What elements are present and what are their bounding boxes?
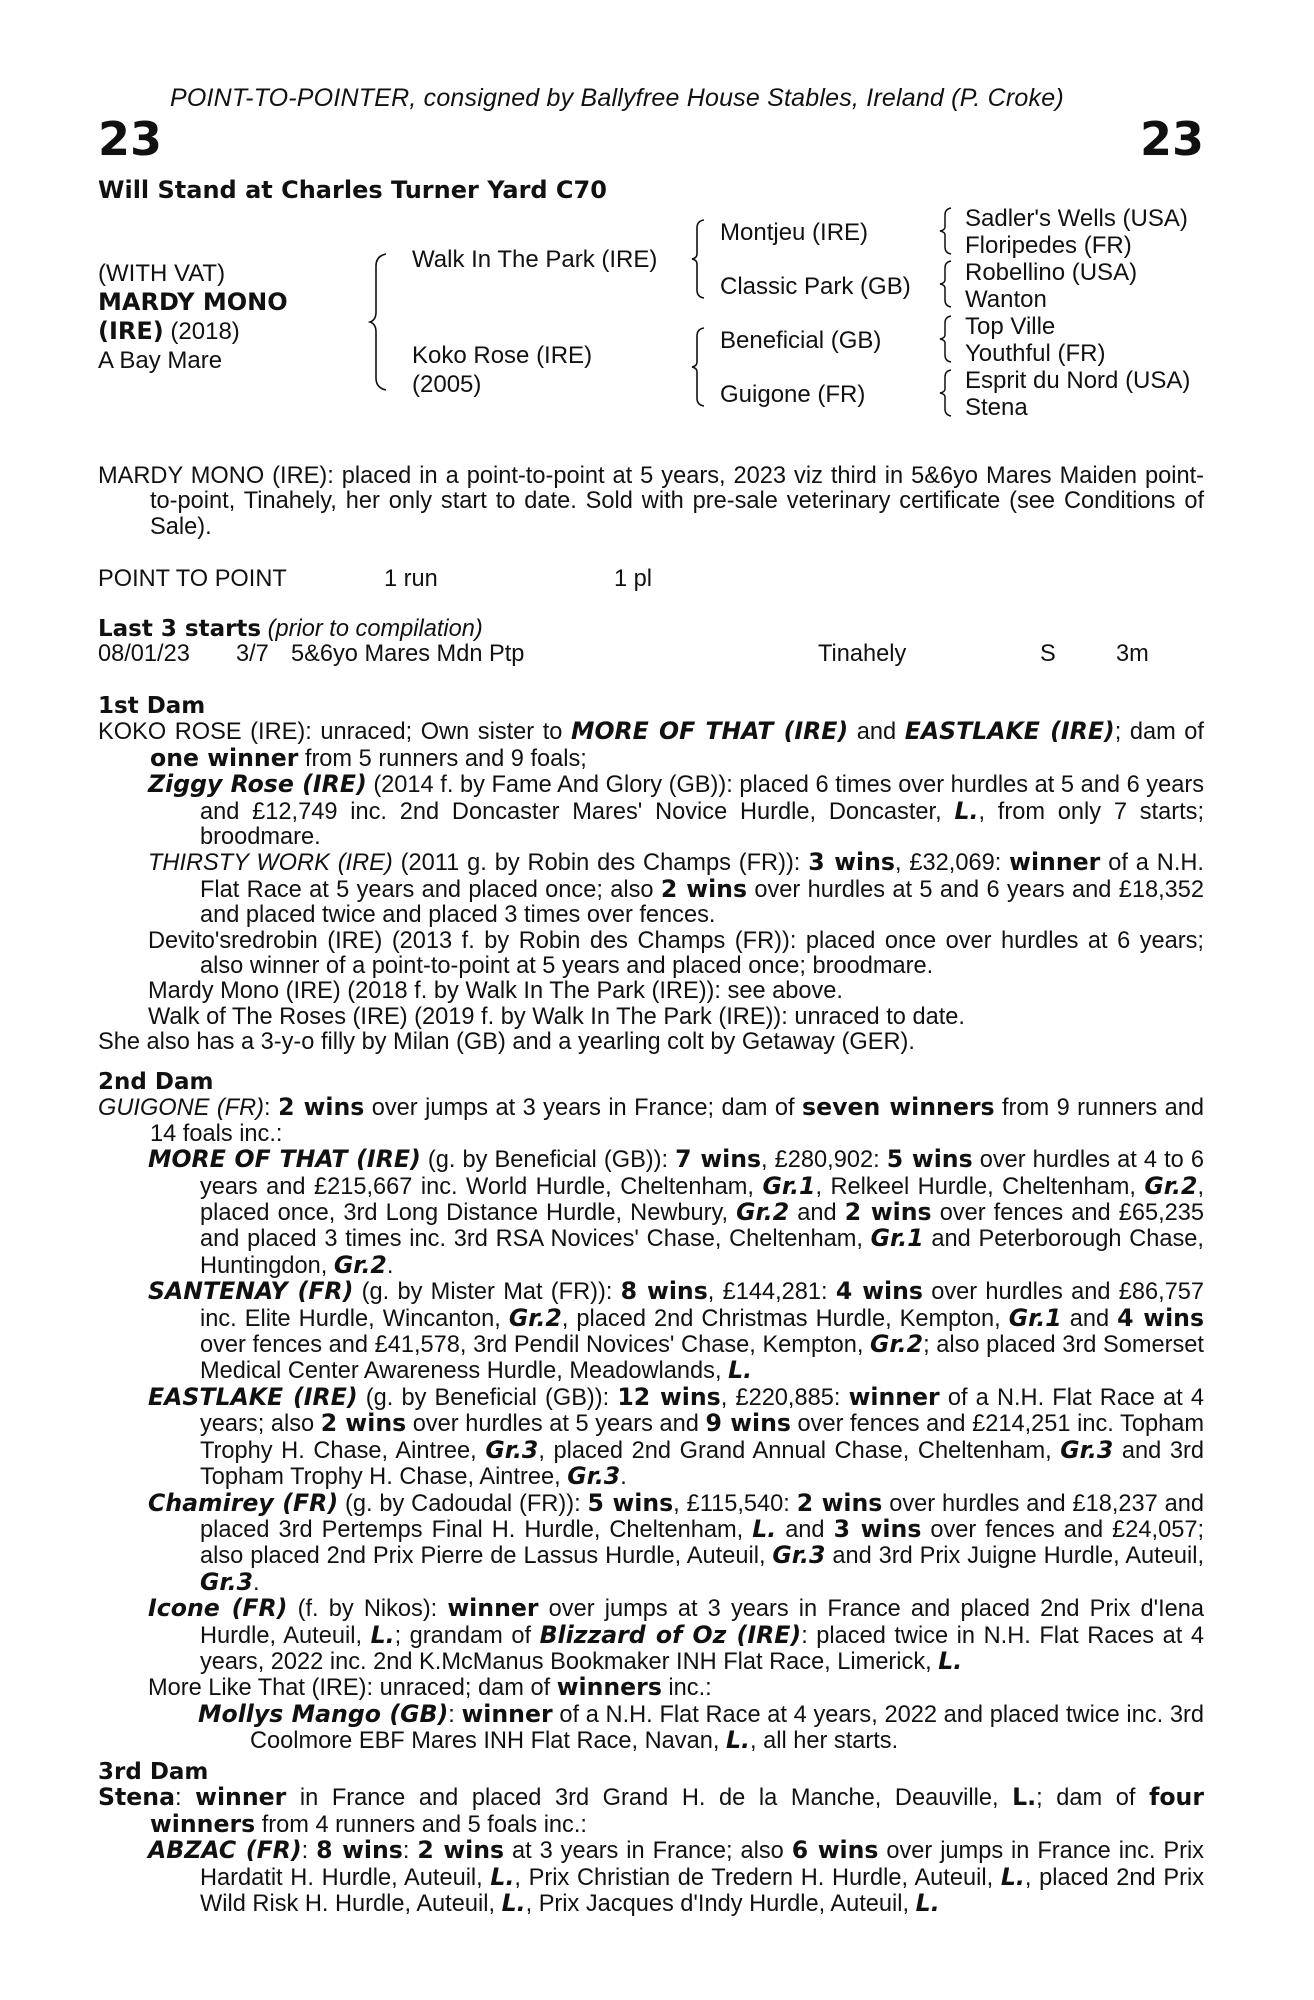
stand-location: Will Stand at Charles Turner Yard C70	[98, 176, 607, 204]
sire-dam: Classic Park (GB)	[720, 273, 911, 300]
third-dam-summary: Stena: winner in France and placed 3rd Grand H. de la Manche, Deauville, L.; dam of four winners from 4 runners and 5 foals inc.:	[98, 1783, 1204, 1838]
pedigree-brace-g2	[938, 259, 954, 309]
produce-eastlake: EASTLAKE (IRE) (g. by Beneficial (GB)): 12 wins, £220,885: winner of a N.H. Flat Race at 4 years; also 2 wins over hurdles at 5 years and 9 wins over fences and £214,251 inc. Topham Trophy H. Chase, Aintree, Gr.3, placed 2nd Grand Annual Chase, Cheltenham, Gr.3 and 3rd Topham Trophy H. Chase, Aintree, Gr.3.	[148, 1382, 1204, 1491]
start-race: 5&6yo Mares Mdn Ptp	[291, 641, 525, 667]
lot-number-right: 23	[1139, 112, 1204, 166]
pedigree-brace-sire	[690, 218, 708, 300]
pedigree-brace-g4	[938, 368, 954, 418]
dam-dam: Guigone (FR)	[720, 381, 866, 408]
horse-identity	[98, 259, 288, 375]
second-dam-heading: 2nd Dam	[98, 1069, 214, 1095]
race-record-placed: 1 pl	[614, 566, 653, 592]
first-dam-also: She also has a 3-y-o filly by Milan (GB) and a yearling colt by Getaway (GER).	[98, 1029, 915, 1056]
start-date: 08/01/23	[98, 641, 190, 667]
produce-santenay: SANTENAY (FR) (g. by Mister Mat (FR)): 8 wins, £144,281: 4 wins over hurdles and £86,757 inc. Elite Hurdle, Wincanton, Gr.2, placed 2nd Christmas Hurdle, Kempton, Gr.1 and 4 wins over fences and £41,578, 3rd Pendil Novices' Chase, Kempton, Gr.2; also placed 3rd Somerset Medical Center Awareness Hurdle, Meadowlands, L.	[148, 1277, 1205, 1385]
horse-description: A Bay Mare	[98, 347, 223, 374]
horse-year: (2018)	[163, 318, 240, 345]
last-starts-title: Last 3 starts	[98, 616, 262, 642]
horse-country: (IRE)	[98, 317, 164, 345]
race-record-runs: 1 run	[384, 566, 438, 592]
produce-devitos: Devito'sredrobin (IRE) (2013 f. by Robin des Champs (FR)): placed once over hurdles at 6 years; also winner of a point-to-point at 5 years and placed once; broodmare.	[148, 927, 1204, 980]
second-dam-summary: GUIGONE (FR): 2 wins over jumps at 3 years in France; dam of seven winners from 9 runners and 14 foals inc.:	[98, 1093, 1204, 1147]
vat-label: (WITH VAT)	[98, 260, 226, 287]
gen3-2: Floripedes (FR)	[965, 232, 1132, 259]
start-course: Tinahely	[818, 641, 907, 667]
second-dam-section	[98, 1070, 1204, 1755]
first-dam-section	[98, 694, 1204, 1056]
last-starts-note: (prior to compilation)	[261, 616, 483, 642]
produce-ziggy-rose: Ziggy Rose (IRE) (2014 f. by Fame And Glory (GB)): placed 6 times over hurdles at 5 and 6 years and £12,749 inc. 2nd Doncaster Mares' Novice Hurdle, Doncaster, L., from only 7 starts; broodmare.	[148, 770, 1204, 851]
first-dam-heading: 1st Dam	[98, 693, 206, 719]
start-position: 3/7	[236, 641, 269, 667]
pedigree-brace-g3	[938, 314, 954, 364]
gen3-4: Wanton	[965, 286, 1047, 313]
third-dam-heading: 3rd Dam	[98, 1759, 209, 1785]
dam-sire: Beneficial (GB)	[720, 327, 882, 354]
dam: Koko Rose (IRE)	[412, 342, 593, 369]
produce-more-like-that: More Like That (IRE): unraced; dam of winners inc.:	[148, 1673, 712, 1702]
pedigree-brace-dam	[690, 326, 708, 408]
horse-summary: MARDY MONO (IRE): placed in a point-to-point at 5 years, 2023 viz third in 5&6yo Mares Maiden point-to-point, Tinahely, her only start to date. Sold with pre-sale veterinary certificate (see Conditions of Sale).	[98, 463, 1204, 540]
produce-more-of-that: MORE OF THAT (IRE) (g. by Beneficial (GB)): 7 wins, £280,902: 5 wins over hurdles at 4 to 6 years and £215,667 inc. World Hurdle, Cheltenham, Gr.1, Relkeel Hurdle, Cheltenham, Gr.2, placed once, 3rd Long Distance Hurdle, Newbury, Gr.2 and 2 wins over fences and £65,235 and placed 3 times inc. 3rd RSA Novices' Chase, Cheltenham, Gr.1 and Peterborough Chase, Huntingdon, Gr.2.	[148, 1145, 1205, 1279]
start-going: S	[1040, 641, 1056, 667]
start-distance: 3m	[1116, 641, 1149, 667]
lot-number-left: 23	[98, 112, 163, 166]
produce-thirsty-work: THIRSTY WORK (IRE) (2011 g. by Robin des Champs (FR)): 3 wins, £32,069: winner of a N.H. Flat Race at 5 years and placed once; also 2 wins over hurdles at 5 and 6 years and £18,352 and placed twice and placed 3 times over fences.	[148, 848, 1205, 929]
horse-name: MARDY MONO	[98, 288, 288, 316]
produce-mardy-mono: Mardy Mono (IRE) (2018 f. by Walk In The Park (IRE)): see above.	[148, 978, 843, 1005]
last-starts-heading	[98, 616, 483, 643]
pedigree-brace-main	[368, 252, 392, 392]
race-record-label: POINT TO POINT	[98, 566, 287, 592]
pedigree-brace-g1	[938, 206, 954, 256]
produce-abzac: ABZAC (FR): 8 wins: 2 wins at 3 years in France; also 6 wins over jumps in France inc. Prix Hardatit H. Hurdle, Auteuil, L., Prix Christian de Tredern H. Hurdle, Auteuil, L., placed 2nd Prix Wild Risk H. Hurdle, Auteuil, L., Prix Jacques d'Indy Hurdle, Auteuil, L.	[148, 1836, 1204, 1918]
produce-walk-of-roses: Walk of The Roses (IRE) (2019 f. by Walk In The Park (IRE)): unraced to date.	[148, 1003, 965, 1030]
gen3-7: Esprit du Nord (USA)	[965, 367, 1191, 394]
produce-chamirey: Chamirey (FR) (g. by Cadoudal (FR)): 5 wins, £115,540: 2 wins over hurdles and £18,237 and placed 3rd Pertemps Final H. Hurdle, Cheltenham, L. and 3 wins over fences and £24,057; also placed 2nd Prix Pierre de Lassus Hurdle, Auteuil, Gr.3 and 3rd Prix Juigne Hurdle, Auteuil, Gr.3.	[148, 1488, 1205, 1596]
gen3-8: Stena	[965, 394, 1028, 421]
dam-year: (2005)	[412, 371, 482, 398]
consignment-line: POINT-TO-POINTER, consigned by Ballyfree House Stables, Ireland (P. Croke)	[170, 84, 1064, 112]
sire-sire: Montjeu (IRE)	[720, 219, 869, 246]
gen3-5: Top Ville	[965, 313, 1056, 340]
first-dam-summary: KOKO ROSE (IRE): unraced; Own sister to MORE OF THAT (IRE) and EASTLAKE (IRE); dam of one winner from 5 runners and 9 foals;	[98, 717, 1204, 772]
gen3-6: Youthful (FR)	[965, 340, 1106, 367]
third-dam-section	[98, 1760, 1204, 1917]
horse-summary-block	[98, 464, 1204, 540]
produce-icone: Icone (FR) (f. by Nikos): winner over jumps at 3 years in France and placed 2nd Prix d'Iena Hurdle, Auteuil, L.; grandam of Blizzard of Oz (IRE): placed twice in N.H. Flat Races at 4 years, 2022 inc. 2nd K.McManus Bookmaker INH Flat Race, Limerick, L.	[148, 1594, 1205, 1675]
gen3-1: Sadler's Wells (USA)	[965, 205, 1188, 232]
gen3-3: Robellino (USA)	[965, 259, 1138, 286]
sire: Walk In The Park (IRE)	[412, 246, 658, 273]
produce-mollys-mango: Mollys Mango (GB): winner of a N.H. Flat Race at 4 years, 2022 and placed twice inc. 3rd Coolmore EBF Mares INH Flat Race, Navan, L., all her starts.	[198, 1699, 1204, 1755]
